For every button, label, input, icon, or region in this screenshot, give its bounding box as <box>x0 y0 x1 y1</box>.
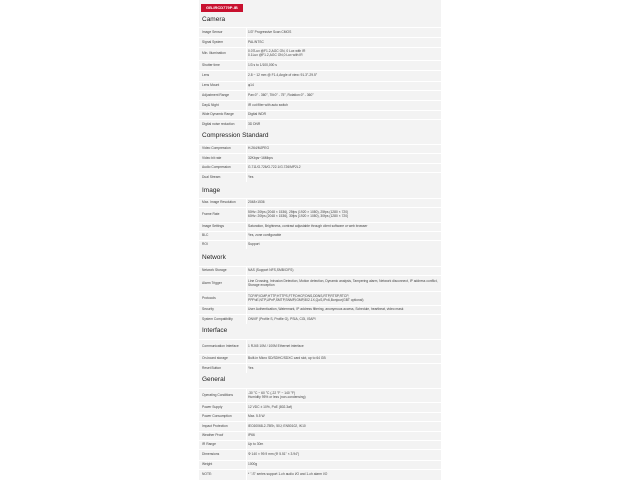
spec-row <box>199 119 441 129</box>
spec-row <box>199 275 441 291</box>
spec-key: Video bit rate <box>202 155 222 160</box>
spec-value: User Authentication, Watermark, IP address filtering, anonymous access, Schedule, heartbeat, video mask <box>248 307 404 312</box>
spec-row <box>199 47 441 60</box>
spec-key: Security <box>202 307 214 312</box>
spec-value: Yes, zone configurable <box>248 233 282 238</box>
row-divider <box>246 82 247 90</box>
spec-value: φ14 <box>248 83 254 88</box>
spec-row <box>199 460 441 469</box>
row-divider <box>246 422 247 431</box>
spec-key: Power Consumption <box>202 414 232 419</box>
spec-value: 32Kbps~16Mbps <box>248 155 273 160</box>
spec-row <box>199 240 441 249</box>
spec-row <box>199 431 441 440</box>
spec-value: IR cut filter with auto switch <box>248 102 288 107</box>
row-divider <box>246 223 247 231</box>
spec-key: Adjustment Range <box>202 92 230 97</box>
spec-value: * "-S" series support 1-ch audio I/O and 1-ch alarm I/O <box>248 472 328 477</box>
spec-value: Max. 5.5 W <box>248 414 265 419</box>
spec-row <box>199 60 441 70</box>
spec-key: Video Compression <box>202 146 231 151</box>
section-title: Image <box>202 187 221 194</box>
spec-key: Communication Interface <box>202 344 239 349</box>
spec-row <box>199 402 441 412</box>
spec-value: 12 VDC ± 10%, PoE (802.3af) <box>248 404 292 409</box>
spec-value: G.711/G.726/G.722.1/G.726/MP2L2 <box>248 165 301 170</box>
spec-row <box>199 388 441 402</box>
spec-value: 1/3 s to 1/100,000 s <box>248 62 277 67</box>
spec-row <box>199 70 441 81</box>
spec-value: Saturation, Brightness, contrast adjustable through client software or web browser <box>248 224 368 229</box>
row-divider <box>246 232 247 240</box>
row-divider <box>246 91 247 100</box>
spec-key: Impact Protection <box>202 423 228 428</box>
spec-row <box>199 90 441 100</box>
spec-key: Lens <box>202 73 210 78</box>
spec-key: Wide Dynamic Range <box>202 112 234 117</box>
spec-value: -30 °C ~ 60 °C (-22 °F ~ 140 °F) Humidity 95% or less (non-condensing) <box>248 390 306 399</box>
model-tag: GB-IRCD779P-IB <box>201 4 243 12</box>
row-divider <box>246 441 247 449</box>
row-divider <box>246 276 247 291</box>
row-divider <box>246 389 247 402</box>
spec-value: Pan:0° - 360°, Tilt:0° - 75°, Rotation:0° - 360° <box>248 92 314 97</box>
section-title: Interface <box>202 327 228 334</box>
row-divider <box>246 364 247 373</box>
row-divider <box>246 28 247 37</box>
spec-key: Image Sensor <box>202 29 223 34</box>
row-divider <box>246 403 247 412</box>
spec-value: 0.07Lux @F1.2,AGC ON, 0 Lux with IR 0.1Lux @F1.2,AGC ON,0 Lux with IR <box>248 49 306 57</box>
spec-value: Up to 30m <box>248 442 264 447</box>
spec-value: ONVIF (Profile S, Profile G), PSIA, CGI, ISAPI <box>248 316 316 321</box>
spec-row <box>199 153 441 163</box>
spec-row <box>199 110 441 119</box>
spec-value: 1 RJ45 10M / 100M Ethernet interface <box>248 344 304 349</box>
spec-value: Support <box>248 242 260 247</box>
row-divider <box>246 208 247 222</box>
spec-value: IP66 <box>248 433 255 438</box>
spec-key: Weight <box>202 462 213 467</box>
spec-key: Weather Proof <box>202 433 224 438</box>
row-divider <box>246 101 247 110</box>
row-divider <box>246 355 247 363</box>
spec-value: Φ 140 × 99.9 mm (Φ 5.51" × 3.94") <box>248 452 300 457</box>
spec-key: Shutter time <box>202 62 220 67</box>
spec-value: Digital WDR <box>248 112 266 117</box>
spec-key: Dual Stream <box>202 174 221 179</box>
spec-row <box>199 207 441 222</box>
spec-row <box>199 412 441 421</box>
spec-value: Yes <box>248 365 254 370</box>
spec-key: Power Supply <box>202 404 223 409</box>
spec-row <box>199 421 441 431</box>
spec-key: IR Range <box>202 442 216 447</box>
spec-key: Operating Conditions <box>202 392 233 397</box>
spec-value: PAL/NTSC <box>248 39 264 44</box>
row-divider <box>246 340 247 354</box>
spec-key: Dimensions <box>202 452 220 457</box>
spec-value: Yes <box>248 174 254 179</box>
spec-value: 50Hz: 20fps (2048 × 1536), 25fps (1920 × 1080), 25fps (1280 × 720) 60Hz: 20fps (2048 × 1536), 30fps (1920 × 1080), 30fps (1280 × 720) <box>248 210 349 218</box>
spec-key: NOTE: <box>202 472 213 477</box>
spec-key: Lens Mount <box>202 83 220 88</box>
spec-row <box>199 305 441 314</box>
row-divider <box>246 61 247 70</box>
row-divider <box>246 241 247 249</box>
spec-row <box>199 469 441 480</box>
spec-row <box>199 231 441 240</box>
spec-key: System Compatibility <box>202 316 233 321</box>
spec-value: 3D DNR <box>248 121 261 126</box>
row-divider <box>246 38 247 47</box>
row-divider <box>246 292 247 305</box>
row-divider <box>246 145 247 153</box>
spec-row <box>199 27 441 37</box>
spec-row <box>199 449 441 460</box>
section-title: Network <box>202 254 226 261</box>
row-divider <box>246 413 247 421</box>
spec-value: TCP/IP,ICMP,HTTP,HTTPS,FTP,DHCP,DNS,DDNS,RTP,RTSP,RTCP, PPPoE,NTP,UPnP,SMTP,SNMP,IGMP,802.1X,QoS,IPv6,Bonjour(GBT optional) <box>248 293 364 302</box>
spec-value: 1/3" Progressive Scan CMOS <box>248 29 292 34</box>
spec-value: NAS (Support NFS,SMB/CIFS) <box>248 268 294 273</box>
row-divider <box>246 199 247 207</box>
spec-row <box>199 198 441 207</box>
spec-row <box>199 100 441 110</box>
row-divider <box>246 306 247 314</box>
spec-sheet <box>199 0 441 480</box>
spec-row <box>199 339 441 354</box>
row-divider <box>246 111 247 119</box>
spec-row <box>199 172 441 182</box>
spec-key: Frame Rate <box>202 212 220 217</box>
row-divider <box>246 48 247 60</box>
row-divider <box>246 450 247 460</box>
spec-row <box>199 440 441 449</box>
spec-key: Min. Illumination <box>202 51 226 56</box>
spec-key: Alarm Trigger <box>202 280 222 285</box>
spec-key: Audio Compression <box>202 165 231 170</box>
spec-value: H.264/MJPEG <box>248 146 270 151</box>
spec-key: Day& Night <box>202 102 219 107</box>
row-divider <box>246 432 247 440</box>
section-title: General <box>202 376 226 383</box>
spec-row <box>199 354 441 363</box>
spec-row <box>199 363 441 373</box>
spec-key: ROI <box>202 242 208 247</box>
spec-key: Image Settings <box>202 224 224 229</box>
spec-key: Signal System <box>202 39 224 44</box>
spec-key: Protocols <box>202 295 216 300</box>
row-divider <box>246 267 247 275</box>
spec-row <box>199 37 441 47</box>
section-title: Compression Standard <box>202 132 269 139</box>
spec-row <box>199 314 441 324</box>
spec-row <box>199 163 441 172</box>
spec-key: Reset Button <box>202 365 222 370</box>
spec-key: Digital noise reduction <box>202 121 235 126</box>
row-divider <box>246 173 247 182</box>
spec-row <box>199 266 441 275</box>
row-divider <box>246 154 247 163</box>
row-divider <box>246 315 247 324</box>
spec-value: 1000g <box>248 462 258 467</box>
spec-row <box>199 144 441 153</box>
row-divider <box>246 120 247 129</box>
row-divider <box>246 71 247 81</box>
row-divider <box>246 470 247 480</box>
spec-row <box>199 81 441 90</box>
spec-value: Line Crossing, Intrusion Detection, Motion detection, Dynamic analysis, Tampering alarm, Network disconnect, IP address conflict, Storage exception <box>248 278 438 287</box>
section-title: Camera <box>202 16 226 23</box>
spec-value: 2.8 ~ 12 mm @ F1.4,Angle of view: 91.3°-29.5° <box>248 73 318 78</box>
spec-row <box>199 222 441 231</box>
spec-value: IEC60068-2-75Eh, 50J; EN50102, IK10 <box>248 423 306 428</box>
spec-key: On-board storage <box>202 356 228 361</box>
spec-value: 2048×1536 <box>248 200 265 205</box>
row-divider <box>246 461 247 469</box>
spec-key: Network Storage <box>202 268 227 273</box>
row-divider <box>246 164 247 172</box>
spec-value: Built-in Micro SD/SDHC/SDXC card slot, up to 64 GB <box>248 356 326 361</box>
spec-key: Max. Image Resolution <box>202 200 236 205</box>
spec-row <box>199 291 441 305</box>
spec-key: BLC <box>202 233 209 238</box>
